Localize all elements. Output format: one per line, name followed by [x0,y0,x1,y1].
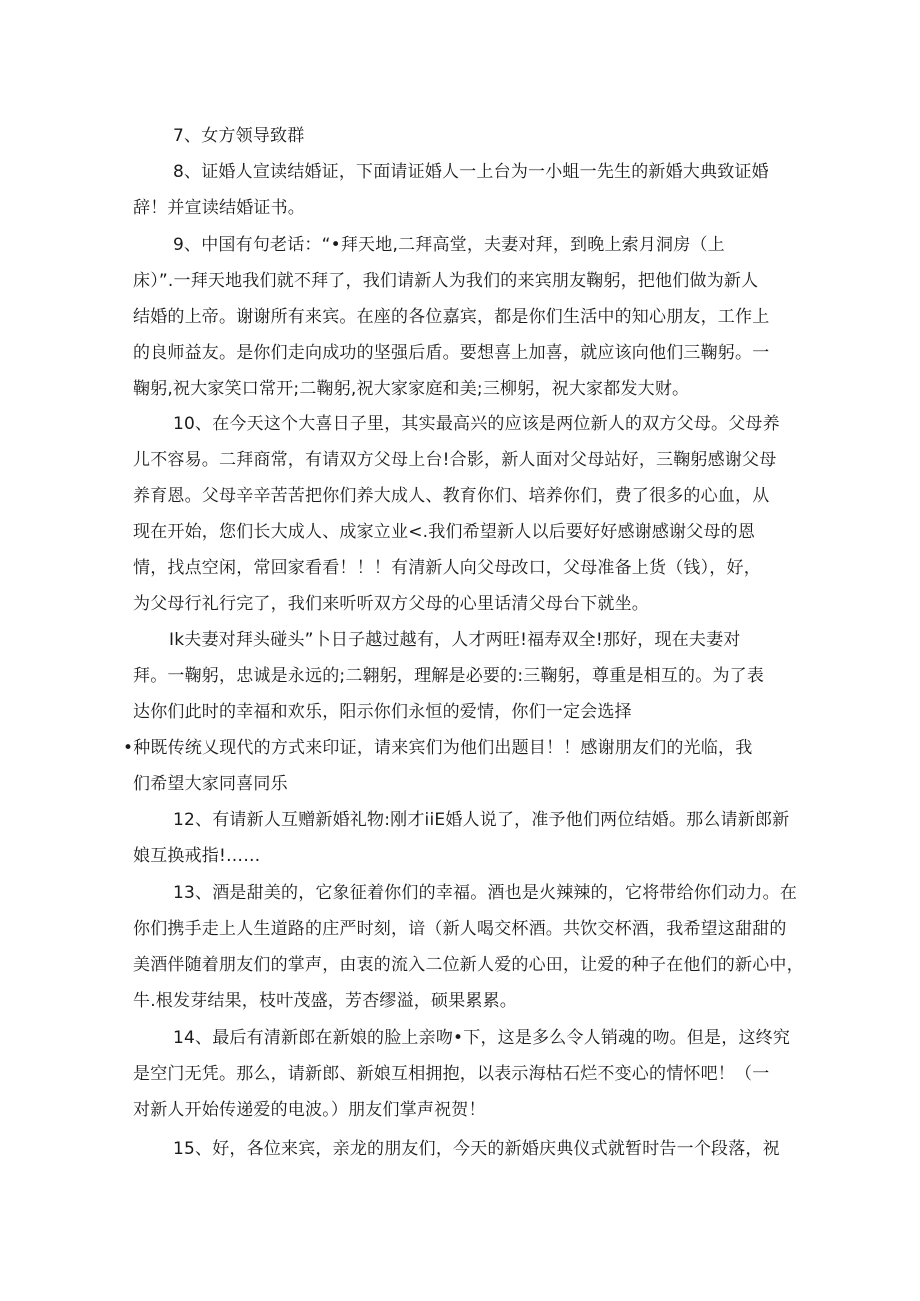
paragraph-line: 为父母行礼行完了，我们来听听双方父母的心里话清父母台下就坐。 [133,594,649,614]
paragraph-14 [133,1020,791,1128]
paragraph-line: 10、在今天这个大喜日子里，其实最高兴的应该是两位新人的双方父母。父母养 [173,414,780,434]
paragraph-line: 现在开始，您们长大成人、成家立业<.我们希望新人以后要好好感谢感谢父母的恩 [133,522,756,542]
paragraph-9 [133,227,783,407]
paragraph-line: 辞！并宣读结婚证书。 [133,198,305,218]
paragraph-line: 8、证婚人宣读结婚证，下面请证婚人一上台为一小蛆一先生的新婚大典致证婚 [173,162,769,182]
paragraph-line: Ik夫妻对拜头碰头”卜日子越过越有，人才两旺!福寿双全!那好，现在夫妻对 [169,630,741,650]
paragraph-10 [133,406,783,622]
paragraph-line: 养育恩。父母辛辛苦苦把你们养大成人、教育你们、培养你们，费了很多的心血，从 [133,486,770,506]
paragraph-7 [133,118,783,154]
paragraph-line: 儿不容易。二拜商常，有请双方父母上台!合影，新人面对父母站好，三鞠躬感谢父母 [133,450,777,470]
paragraph-line: 床）”.一拜天地我们就不拜了，我们请新人为我们的来宾朋友鞠躬，把他们做为新人 [133,271,759,291]
paragraph-line: 你们携手走上人生道路的庄严时刻，谙（新人喝交杯酒。共饮交杯酒，我希望这甜甜的 [133,919,787,939]
paragraph-line: 鞠躬,祝大家笑口常开;二鞠躬,祝大家家庭和美;三柳躬，祝大家都发大财。 [133,379,690,399]
paragraph-line: 牛.根发芽结果，枝叶茂盛，芳杏缪溢，硕果累累。 [133,991,518,1011]
paragraph-line: 15、好，各位来宾，亲龙的朋友们，今天的新婚庆典仪式就暂时告一个段落，祝 [173,1139,780,1159]
paragraph-13 [133,875,804,1019]
paragraph-line: 结婚的上帝。谢谢所有来宾。在座的各位嘉宾，都是你们生活中的知心朋友，工作上 [133,307,770,327]
paragraph-line: 美酒伴随着朋友们的掌声，由衷的流入二位新人爱的心田，让爱的种子在他们的新心中， [133,955,804,975]
paragraph-line: 12、有请新人互赠新婚礼物:刚才iiE婚人说了，准予他们两位结婚。那么请新郎新 [173,810,790,830]
paragraph-line: 们希望大家同喜同乐 [133,774,288,794]
paragraph-line: 的良师益友。是你们走向成功的坚强后盾。要想喜上加喜，就应该向他们三鞠躬。一 [133,343,770,363]
paragraph-line: 13、酒是甜美的，它象征着你们的幸福。酒也是火辣辣的，它将带给你们动力。在 [173,883,798,903]
paragraph-line: 对新人开始传递爱的电波。）朋友们掌声祝贺！ [133,1100,486,1120]
paragraph-line: 是空门无凭。那么，请新郎、新娘互相拥抱，以表示海枯石烂不变心的情怀吧！（一 [133,1064,770,1084]
paragraph-15 [133,1131,783,1167]
paragraph-line: 情，找点空闲，常回家看看！！！有清新人向父母改口，父母准备上货（钱），好， [133,558,761,578]
paragraph-8 [133,154,783,226]
paragraph-line: 达你们此时的幸福和欢乐，阳示你们永恒的爱情，你们一定会选择 [133,702,632,722]
paragraph-11 [123,622,783,802]
paragraph-line: 拜。一鞠躬，忠诚是永远的;二翱躬，理解是必要的:三鞠躬，尊重是相互的。为了表 [133,666,765,686]
paragraph-line: 9、中国有句老话：“•拜天地,二拜高堂，夫妻对拜，到晚上索月洞房（上 [173,235,725,255]
paragraph-line: 7、女方领导致群 [173,126,305,146]
paragraph-line: 14、最后有清新郎在新娘的脸上亲吻•下，这是多么令人销魂的吻。但是，这终究 [173,1028,791,1048]
paragraph-line: 娘互换戒指!…… [133,846,261,866]
paragraph-line: •种既传统乂现代的方式来印证，请来宾们为他们出题目！！感谢朋友们的光临，我 [123,738,753,758]
paragraph-12 [133,802,790,874]
